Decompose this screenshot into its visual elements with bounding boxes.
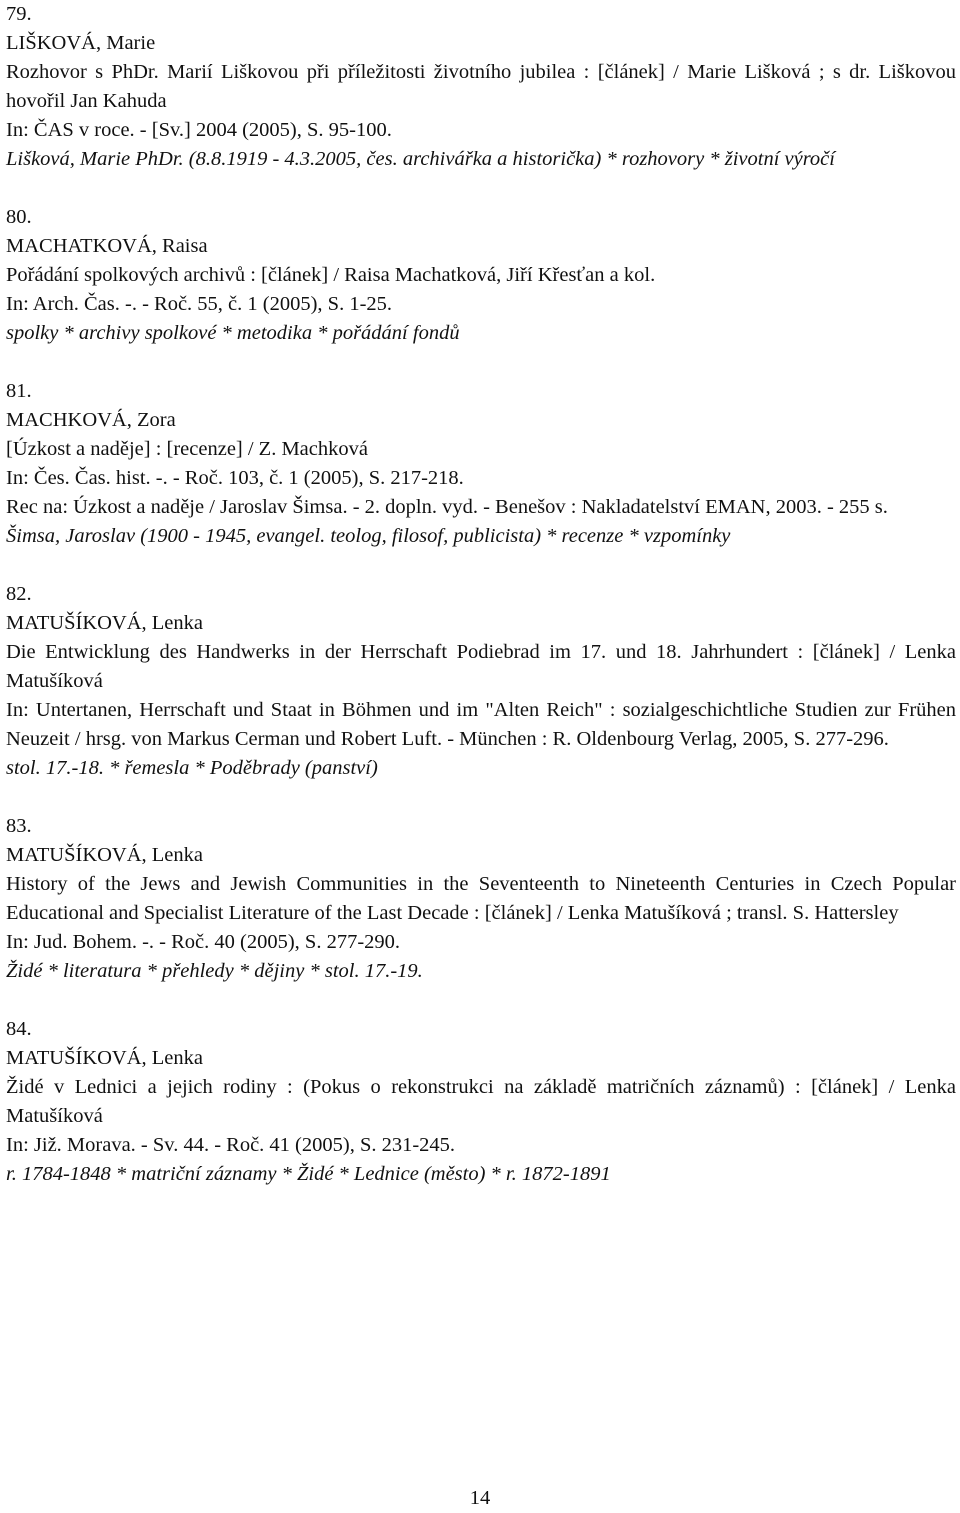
entry-number: 82. — [6, 583, 32, 605]
entry-author: MATUŠÍKOVÁ, Lenka — [6, 1047, 204, 1069]
entry-title: [Úzkost a naděje] : [recenze] / Z. Machková — [6, 438, 368, 460]
entry-title: History of the Jews and Jewish Communities in the Seventeenth to Nineteenth Centuries in Czech Popular Educational and Specialist Literature of the Last Decade : [článek] / Lenka Matušíková ; transl. S. Hattersley — [6, 873, 956, 924]
bibliography-entry-84 — [6, 1015, 956, 1189]
entry-spacer — [6, 986, 956, 1015]
entry-keywords: spolky * archivy spolkové * metodika * pořádání fondů — [6, 322, 460, 344]
entry-number: 81. — [6, 380, 32, 402]
bibliography-entry-82 — [6, 580, 956, 783]
entry-keywords: Šimsa, Jaroslav (1900 - 1945, evangel. teolog, filosof, publicista) * recenze * vzpomínky — [6, 525, 731, 547]
entry-source: In: ČAS v roce. - [Sv.] 2004 (2005), S. 95-100. — [6, 119, 392, 141]
entry-number: 79. — [6, 3, 32, 25]
entry-title: Rozhovor s PhDr. Marií Liškovou při příležitosti životního jubilea : [článek] / Marie Lišková ; s dr. Liškovou hovořil Jan Kahuda — [6, 61, 956, 112]
entry-spacer — [6, 783, 956, 812]
entry-keywords: Židé * literatura * přehledy * dějiny * stol. 17.-19. — [6, 960, 423, 982]
entry-keywords: stol. 17.-18. * řemesla * Poděbrady (panství) — [6, 757, 378, 779]
bibliography-entry-80 — [6, 203, 956, 348]
entry-title: Die Entwicklung des Handwerks in der Herrschaft Podiebrad im 17. und 18. Jahrhundert : [článek] / Lenka Matušíková — [6, 641, 956, 692]
entry-spacer — [6, 348, 956, 377]
entry-title: Židé v Lednici a jejich rodiny : (Pokus o rekonstrukci na základě matričních záznamů) : [článek] / Lenka Matušíková — [6, 1076, 956, 1127]
entry-review-note: Rec na: Úzkost a naděje / Jaroslav Šimsa. - 2. dopln. vyd. - Benešov : Nakladatelství EMAN, 2003. - 255 s. — [6, 496, 888, 518]
entry-number: 83. — [6, 815, 32, 837]
entry-author: MATUŠÍKOVÁ, Lenka — [6, 844, 204, 866]
entry-source: In: Untertanen, Herrschaft und Staat in Böhmen und im "Alten Reich" : sozialgeschichtliche Studien zur Frühen Neuzeit / hrsg. von Markus Cerman und Robert Luft. - München : R. Oldenbourg Verlag, 2005, S. 277-296. — [6, 699, 956, 750]
entry-number: 84. — [6, 1018, 32, 1040]
entry-keywords: r. 1784-1848 * matriční záznamy * Židé * Lednice (město) * r. 1872-1891 — [6, 1163, 611, 1185]
entry-source: In: Čes. Čas. hist. -. - Roč. 103, č. 1 (2005), S. 217-218. — [6, 467, 464, 489]
entry-source: In: Již. Morava. - Sv. 44. - Roč. 41 (2005), S. 231-245. — [6, 1134, 456, 1156]
entry-number: 80. — [6, 206, 32, 228]
entry-spacer — [6, 551, 956, 580]
entry-author: LIŠKOVÁ, Marie — [6, 32, 156, 54]
entry-source: In: Jud. Bohem. -. - Roč. 40 (2005), S. 277-290. — [6, 931, 401, 953]
bibliography-entry-79 — [6, 0, 956, 174]
entry-author: MACHKOVÁ, Zora — [6, 409, 176, 431]
entry-author: MACHATKOVÁ, Raisa — [6, 235, 208, 257]
entry-source: In: Arch. Čas. -. - Roč. 55, č. 1 (2005), S. 1-25. — [6, 293, 393, 315]
bibliography-entry-81 — [6, 377, 956, 551]
entry-author: MATUŠÍKOVÁ, Lenka — [6, 612, 204, 634]
page-number: 14 — [469, 1487, 491, 1509]
entry-keywords: Lišková, Marie PhDr. (8.8.1919 - 4.3.2005, čes. archivářka a historička) * rozhovory * životní výročí — [6, 148, 835, 170]
entry-title: Pořádání spolkových archivů : [článek] / Raisa Machatková, Jiří Křesťan a kol. — [6, 264, 656, 286]
entry-spacer — [6, 174, 956, 203]
bibliography-page — [6, 0, 956, 1189]
bibliography-entry-83 — [6, 812, 956, 986]
